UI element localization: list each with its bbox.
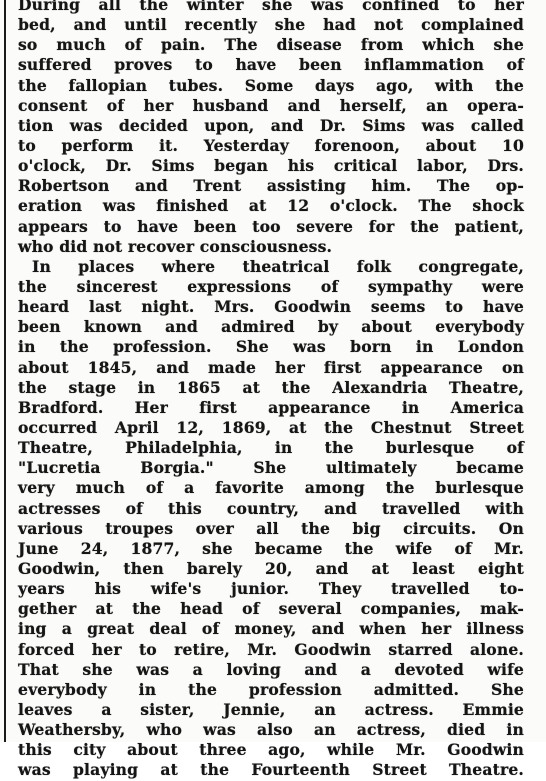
article-line: various troupes over all the big circuits. On <box>18 518 524 538</box>
column-rule <box>4 0 6 742</box>
article-line: was playing at the Fourteenth Street Theatre. <box>18 760 524 780</box>
article-line: so much of pain. The disease from which she <box>18 35 524 55</box>
article-line: Weathersby, who was also an actress, died in <box>18 720 524 740</box>
article-line: tion was decided upon, and Dr. Sims was called <box>18 115 524 135</box>
article-line: That she was a loving and a devoted wife <box>18 659 524 679</box>
article-line: the stage in 1865 at the Alexandria Theatre, <box>18 377 524 397</box>
article-line: suffered proves to have been inflammation of <box>18 55 524 75</box>
article-line: been known and admired by about everybody <box>18 317 524 337</box>
article-line: o'clock, Dr. Sims began his critical labor, Drs. <box>18 156 524 176</box>
article-line: very much of a favorite among the burlesque <box>18 478 524 498</box>
article-line: in the profession. She was born in London <box>18 337 524 357</box>
article-line: appears to have been too severe for the patient, <box>18 216 524 236</box>
article-line: everybody in the profession admitted. She <box>18 679 524 699</box>
article-line: actresses of this country, and travelled with <box>18 498 524 518</box>
article-line: about 1845, and made her first appearance on <box>18 357 524 377</box>
article-body <box>18 0 524 780</box>
article-line: bed, and until recently she had not complained <box>18 15 524 35</box>
article-line: forced her to retire, Mr. Goodwin starred alone. <box>18 639 524 659</box>
article-line: gether at the head of several companies, mak- <box>18 599 524 619</box>
article-line: this city about three ago, while Mr. Goodwin <box>18 740 524 760</box>
article-line: "Lucretia Borgia." She ultimately became <box>18 458 524 478</box>
article-line: consent of her husband and herself, an opera- <box>18 95 524 115</box>
article-line: leaves a sister, Jennie, an actress. Emmie <box>18 699 524 719</box>
article-line: During all the winter she was confined to her <box>18 0 524 14</box>
article-line: the sincerest expressions of sympathy were <box>18 276 524 296</box>
article-line: ing a great deal of money, and when her illness <box>18 619 524 639</box>
article-line: Theatre, Philadelphia, in the burlesque of <box>18 438 524 458</box>
article-line: to perform it. Yesterday forenoon, about 10 <box>18 135 524 155</box>
article-line: In places where theatrical folk congregate, <box>32 256 524 276</box>
article-line: years his wife's junior. They travelled to- <box>18 579 524 599</box>
article-line: occurred April 12, 1869, at the Chestnut Street <box>18 417 524 437</box>
article-line: eration was finished at 12 o'clock. The shock <box>18 196 524 216</box>
article-line: Bradford. Her first appearance in America <box>18 397 524 417</box>
article-line: who did not recover consciousness. <box>18 236 333 256</box>
article-line: Goodwin, then barely 20, and at least eight <box>18 558 524 578</box>
article-line: the fallopian tubes. Some days ago, with the <box>18 75 524 95</box>
article-line: June 24, 1877, she became the wife of Mr. <box>18 538 524 558</box>
article-line: heard last night. Mrs. Goodwin seems to have <box>18 297 524 317</box>
article-line: Robertson and Trent assisting him. The op- <box>18 176 524 196</box>
